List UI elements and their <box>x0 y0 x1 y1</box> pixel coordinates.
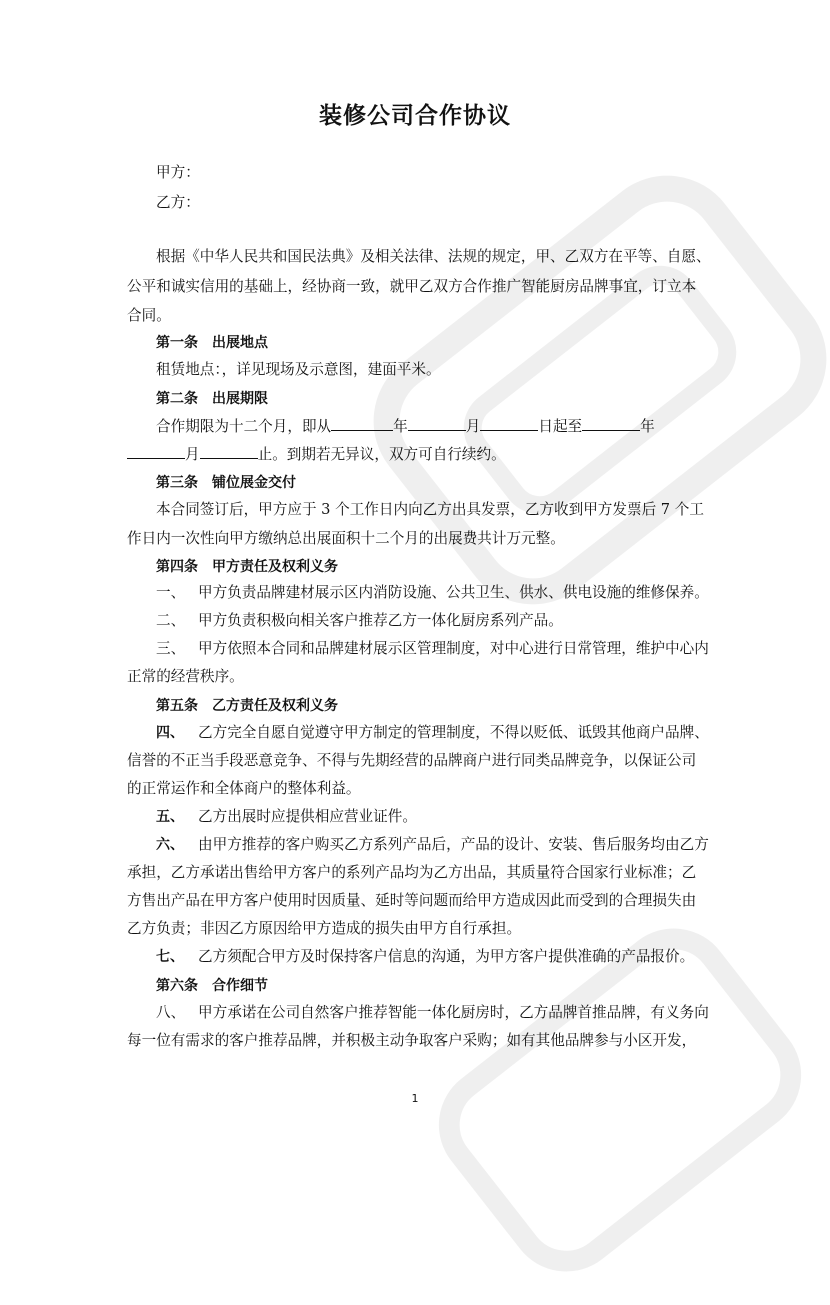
blank-field <box>582 416 640 431</box>
blank-field <box>331 416 393 431</box>
article-2-line-1 <box>156 416 727 437</box>
blank-field <box>480 416 538 431</box>
article-number: 第六条 <box>156 978 198 994</box>
intro-line-2: 公平和诚实信用的基础上，经协商一致，就甲乙双方合作推广智能厨房品牌事宜，订立本 <box>127 278 697 295</box>
term-text: 合作期限为十二个月，即从 <box>156 418 332 435</box>
article-6-heading <box>156 976 727 996</box>
clause-4-cont-2: 的正常运作和全体商户的整体利益。 <box>127 780 361 797</box>
article-1-heading <box>156 333 727 353</box>
clause-6-cont-1: 承担，乙方承诺出售给甲方客户的系列产品均为乙方出品，其质量符合国家行业标准；乙 <box>127 864 697 881</box>
clause-1 <box>156 583 727 603</box>
clause-8-cont-1: 每一位有需求的客户推荐品牌，并积极主动争取客户采购；如有其他品牌参与小区开发， <box>127 1032 697 1049</box>
article-title: 合作细节 <box>212 978 268 994</box>
party-b-label: 乙方： <box>156 194 200 211</box>
article-number: 第五条 <box>156 698 198 714</box>
article-title: 出展地点 <box>212 335 268 351</box>
clause-label: 六、 <box>156 837 184 853</box>
article-4-heading <box>156 557 727 577</box>
clause-text: 乙方出展时应提供相应营业证件。 <box>198 808 417 825</box>
clause-7 <box>156 947 727 967</box>
year-label: 年 <box>640 418 655 435</box>
clause-8 <box>156 1003 727 1023</box>
article-number: 第三条 <box>156 475 198 491</box>
clause-6-cont-2: 方售出产品在甲方客户使用时因质量、延时等问题而给甲方造成因此而受到的合理损失由 <box>127 892 697 909</box>
article-5-heading <box>156 696 727 716</box>
clause-text: 甲方承诺在公司自然客户推荐智能一体化厨房时，乙方品牌首推品牌，有义务向 <box>198 1004 709 1021</box>
clause-3-cont: 正常的经营秩序。 <box>127 668 244 685</box>
article-3-heading <box>156 473 727 493</box>
clause-label: 八、 <box>156 1004 186 1021</box>
article-title: 甲方责任及权利义务 <box>212 559 338 575</box>
article-number: 第二条 <box>156 391 198 407</box>
clause-text: 乙方完全自愿自觉遵守甲方制定的管理制度，不得以贬低、诋毁其他商户品牌、 <box>198 724 709 741</box>
article-2-heading <box>156 389 727 409</box>
article-title: 乙方责任及权利义务 <box>212 698 338 714</box>
clause-label: 二、 <box>156 612 186 629</box>
day-label: 日起至 <box>538 418 583 435</box>
clause-label: 三、 <box>156 640 186 657</box>
year-label: 年 <box>393 418 408 435</box>
clause-text: 由甲方推荐的客户购买乙方系列产品后，产品的设计、安装、售后服务均由乙方 <box>198 836 709 853</box>
clause-4 <box>156 723 727 743</box>
clause-label: 四、 <box>156 725 184 741</box>
article-1-text: 租赁地点：，详见现场及示意图，建面平米。 <box>156 361 441 378</box>
term-end-text: 止。到期若无异议，双方可自行续约。 <box>257 446 506 463</box>
clause-label: 七、 <box>156 949 184 965</box>
blank-field <box>127 444 185 459</box>
month-label: 月 <box>185 446 200 463</box>
article-number: 第四条 <box>156 559 198 575</box>
blank-field <box>200 444 258 459</box>
article-number: 第一条 <box>156 335 198 351</box>
clause-5 <box>156 807 727 827</box>
intro-line-1: 根据《中华人民共和国民法典》及相关法律、法规的规定，甲、乙双方在平等、自愿、 <box>156 248 711 265</box>
clause-6 <box>156 835 727 855</box>
article-title: 铺位展金交付 <box>212 475 296 491</box>
blank-field <box>408 416 466 431</box>
party-a-label: 甲方： <box>156 164 200 181</box>
month-label: 月 <box>465 418 481 435</box>
intro-line-3: 合同。 <box>127 307 171 324</box>
clause-3 <box>156 639 727 659</box>
clause-text: 乙方须配合甲方及时保持客户信息的沟通，为甲方客户提供准确的产品报价。 <box>198 948 695 965</box>
clause-4-cont-1: 信誉的不正当手段恶意竞争、不得与先期经营的品牌商户进行同类品牌竞争，以保证公司 <box>127 752 697 769</box>
clause-text: 甲方负责品牌建材展示区内消防设施、公共卫生、供水、供电设施的维修保养。 <box>198 584 709 601</box>
document-title: 装修公司合作协议 <box>319 103 511 129</box>
clause-6-cont-3: 乙方负责；非因乙方原因给甲方造成的损失由甲方自行承担。 <box>127 920 522 937</box>
page-number: 1 <box>411 1092 419 1105</box>
clause-text: 甲方负责积极向相关客户推荐乙方一体化厨房系列产品。 <box>198 612 563 629</box>
article-2-line-2 <box>127 444 727 465</box>
clause-label: 五、 <box>156 809 184 825</box>
clause-2 <box>156 611 727 631</box>
clause-label: 一、 <box>156 584 186 601</box>
article-3-line-1: 本合同签订后，甲方应于 3 个工作日内向乙方出具发票，乙方收到甲方发票后 7 个工 <box>156 501 704 518</box>
article-title: 出展期限 <box>212 391 268 407</box>
article-3-line-2: 作日内一次性向甲方缴纳总出展面积十二个月的出展费共计万元整。 <box>127 530 565 547</box>
clause-text: 甲方依照本合同和品牌建材展示区管理制度，对中心进行日常管理，维护中心内 <box>198 640 709 657</box>
